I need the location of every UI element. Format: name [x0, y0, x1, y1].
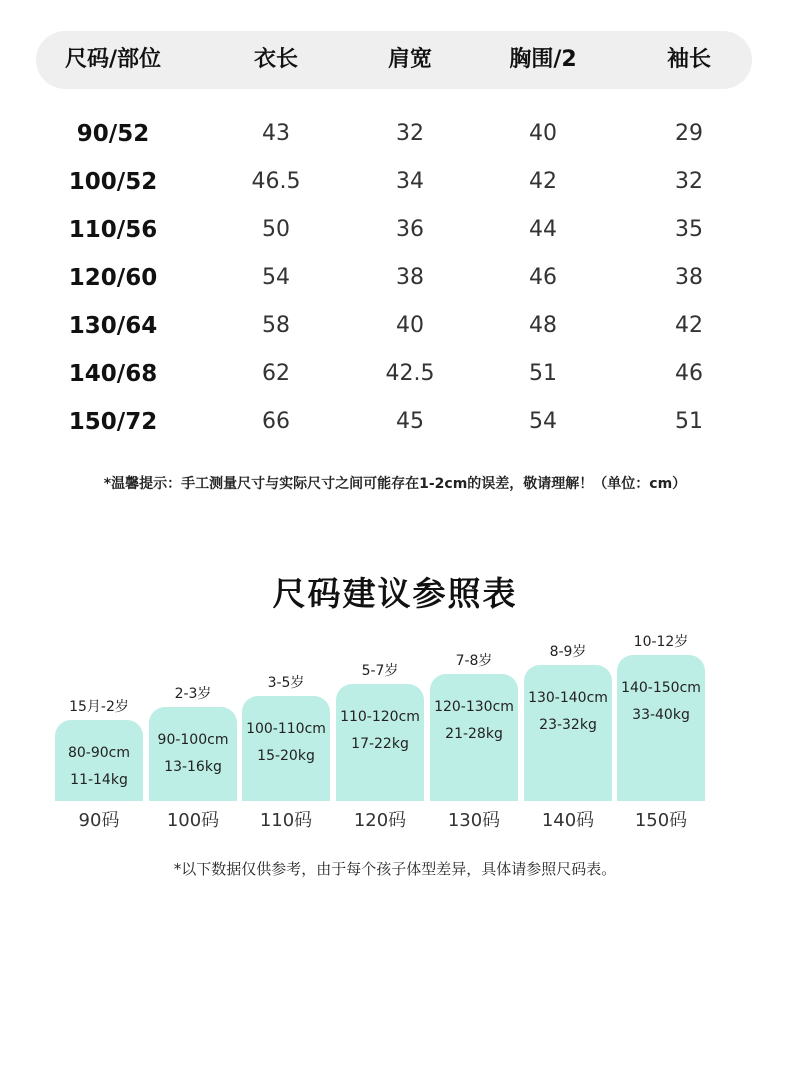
- size-code: 90码: [78, 810, 120, 831]
- size-code: 120码: [353, 810, 407, 831]
- header-cell: 衣长: [253, 47, 299, 72]
- size-cell: 120/60: [68, 265, 158, 291]
- height-range: 110-120cm: [340, 709, 420, 725]
- value-cell: 43: [262, 121, 290, 146]
- value-cell: 38: [396, 265, 424, 290]
- size-code: 110码: [259, 810, 313, 831]
- measurement-note: *温馨提示：手工测量尺寸与实际尺寸之间可能存在1-2cm的误差，敬请理解！（单位：cm）: [103, 476, 687, 492]
- header-cell: 袖长: [666, 47, 712, 72]
- header-cell: 肩宽: [387, 47, 433, 72]
- age-label: 7-8岁: [455, 653, 493, 669]
- size-cell: 130/64: [68, 313, 158, 339]
- value-cell: 42: [529, 169, 557, 194]
- size-cell: 100/52: [68, 169, 158, 195]
- value-cell: 36: [396, 217, 424, 242]
- value-cell: 46.5: [251, 169, 301, 194]
- value-cell: 54: [529, 409, 557, 434]
- value-cell: 45: [396, 409, 424, 434]
- weight-range: 11-14kg: [70, 772, 128, 788]
- size-code: 130码: [447, 810, 501, 831]
- size-code: 150码: [634, 810, 688, 831]
- value-cell: 51: [675, 409, 703, 434]
- age-label: 10-12岁: [633, 634, 689, 650]
- value-cell: 46: [675, 361, 703, 386]
- value-cell: 40: [396, 313, 424, 338]
- size-cell: 90/52: [76, 121, 150, 147]
- value-cell: 54: [262, 265, 290, 290]
- value-cell: 32: [396, 121, 424, 146]
- size-guide-title: 尺码建议参照表: [272, 574, 518, 613]
- weight-range: 33-40kg: [632, 707, 690, 723]
- value-cell: 32: [675, 169, 703, 194]
- height-range: 120-130cm: [434, 699, 514, 715]
- value-cell: 42: [675, 313, 703, 338]
- weight-range: 23-32kg: [539, 717, 597, 733]
- value-cell: 38: [675, 265, 703, 290]
- size-cell: 150/72: [68, 409, 158, 435]
- table-row: [0, 210, 790, 250]
- header-cell: 尺码/部位: [64, 47, 162, 72]
- table-row: [0, 402, 790, 442]
- header-cell: 胸围/2: [509, 47, 577, 72]
- size-guide-note: *以下数据仅供参考，由于每个孩子体型差异，具体请参照尺码表。: [173, 860, 617, 878]
- age-label: 15月-2岁: [69, 699, 129, 715]
- height-range: 90-100cm: [157, 732, 229, 748]
- height-range: 140-150cm: [621, 680, 701, 696]
- value-cell: 42.5: [385, 361, 435, 386]
- height-range: 80-90cm: [67, 745, 130, 761]
- value-cell: 44: [529, 217, 557, 242]
- value-cell: 62: [262, 361, 290, 386]
- value-cell: 46: [529, 265, 557, 290]
- table-row: [0, 306, 790, 346]
- size-bar: [617, 655, 705, 801]
- weight-range: 13-16kg: [164, 759, 222, 775]
- size-bar: [524, 665, 612, 801]
- age-label: 3-5岁: [267, 675, 305, 691]
- value-cell: 35: [675, 217, 703, 242]
- size-cell: 140/68: [68, 361, 158, 387]
- table-row: [0, 114, 790, 154]
- table-row: [0, 258, 790, 298]
- size-code: 100码: [166, 810, 220, 831]
- size-bar: [149, 707, 237, 801]
- size-code: 140码: [541, 810, 595, 831]
- weight-range: 21-28kg: [445, 726, 503, 742]
- value-cell: 51: [529, 361, 557, 386]
- value-cell: 50: [262, 217, 290, 242]
- age-label: 8-9岁: [549, 644, 587, 660]
- value-cell: 40: [529, 121, 557, 146]
- age-label: 5-7岁: [361, 663, 399, 679]
- height-range: 130-140cm: [528, 690, 608, 706]
- table-row: [0, 162, 790, 202]
- weight-range: 17-22kg: [351, 736, 409, 752]
- value-cell: 58: [262, 313, 290, 338]
- age-label: 2-3岁: [174, 686, 212, 702]
- height-range: 100-110cm: [246, 721, 326, 737]
- weight-range: 15-20kg: [257, 748, 315, 764]
- value-cell: 66: [262, 409, 290, 434]
- table-row: [0, 354, 790, 394]
- value-cell: 34: [396, 169, 424, 194]
- value-cell: 29: [675, 121, 703, 146]
- value-cell: 48: [529, 313, 557, 338]
- size-cell: 110/56: [68, 217, 158, 243]
